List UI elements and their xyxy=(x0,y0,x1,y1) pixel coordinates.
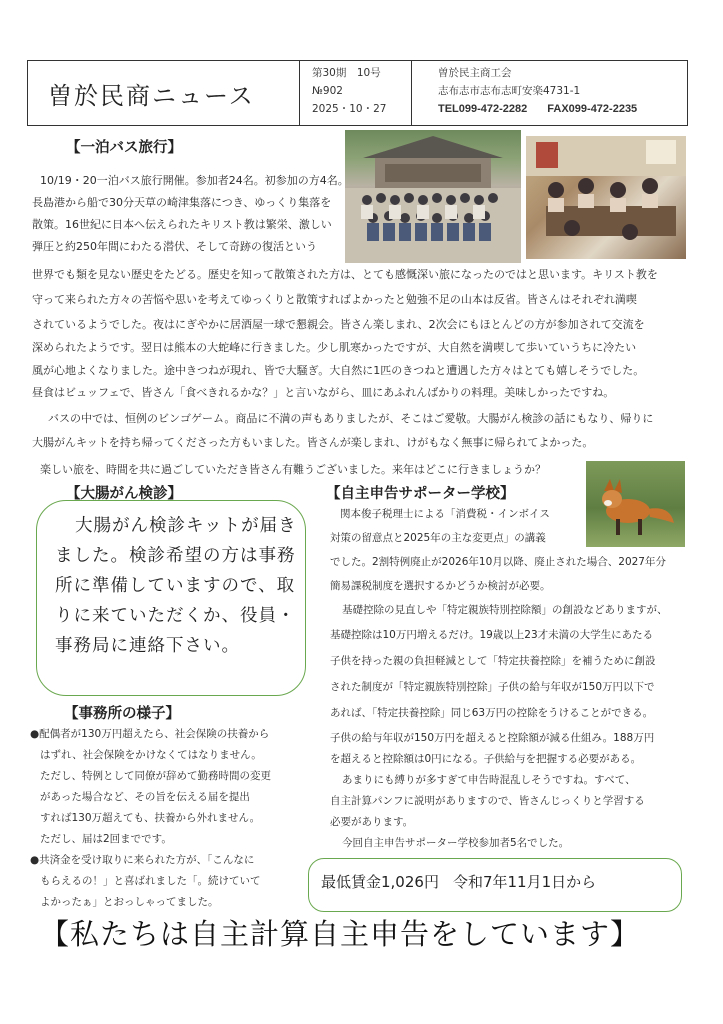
issue-date: 2025・10・27 xyxy=(312,103,387,115)
tax-line: を超えると控除額は0円になる。子供給与を把握する必要がある。 xyxy=(330,753,642,765)
cancer-line: 事務局に連絡下さい。 xyxy=(55,636,240,656)
wage-amount: 最低賃金1,026円 xyxy=(321,873,439,891)
trip-line: 大腸がんキットを持ち帰ってくださった方もいました。皆さんが楽しまれ、けがもなく無事に帰られてよかった。 xyxy=(32,436,594,449)
tax-line: 自主計算パンフに説明がありますので、皆さんじっくりと学習する xyxy=(330,795,645,807)
issue-number: №902 xyxy=(312,85,343,97)
tax-line: 子供の給与年収が150万円を超えると控除額が減る仕組み。188万円 xyxy=(330,732,655,744)
wage-effective-date: 令和7年11月1日から xyxy=(452,873,597,891)
tax-line: 基礎控除は10万円増えるだけ。19歳以上23才未満の大学生にあたる xyxy=(330,629,654,641)
office-line: があった場合など、その旨を伝える届を提出 xyxy=(40,791,250,803)
newsletter-title: 曽於民商ニュース xyxy=(28,61,300,125)
cancer-line: りに来ていただくか、役員・ xyxy=(55,606,296,626)
cancer-line: ました。検診希望の方は事務 xyxy=(55,546,296,566)
issue-info xyxy=(300,61,412,125)
trip-line: バスの中では、恒例のビンゴゲーム。商品に不満の声もありましたが、そこはご愛敬。大腸がん検診の話にもなり、帰りに xyxy=(48,412,654,425)
cancer-line: 大腸がん検診キットが届き xyxy=(75,516,297,536)
tax-line: 子供を持った親の負担軽減として「特定扶養控除」を補うために創設 xyxy=(330,655,656,667)
trip-line: 散策。16世紀に日本へ伝えられたキリスト教は繁栄、激しい xyxy=(32,218,332,231)
office-line: ただし、届は2回までです。 xyxy=(40,833,172,845)
trip-line: 昼食はビュッフェで、皆さん「食べきれるかな？」と言いながら、皿にあふれんばかりの料理。美味しかったですね。 xyxy=(32,386,615,399)
trip-line: 長島港から船で30分天草の崎津集落につき、ゆっくり集落を xyxy=(32,196,332,209)
trip-section-title: 【一泊バス旅行】 xyxy=(66,140,182,156)
trip-line: 風が心地よくなりました。途中きつねが現れ、皆で大騒ぎ。大自然に1匹のきつねと遭遇した方々はとても嬉しそうでした。 xyxy=(32,364,645,377)
office-line: すれば130万超えても、扶養から外れません。 xyxy=(40,812,261,824)
office-line: もらえるの！」と喜ばれました「。続けていて xyxy=(40,875,261,887)
office-line: ただし、特例として同僚が辞めて勤務時間の変更 xyxy=(40,770,271,782)
tax-line: でした。2割特例廃止が2026年10月以降、廃止された場合、2027年分 xyxy=(330,556,666,568)
tax-line: 必要があります。 xyxy=(330,816,414,828)
org-address: 志布志市志布志町安楽4731-1 xyxy=(438,85,581,97)
fox-photo xyxy=(586,461,685,547)
org-info xyxy=(412,61,687,125)
org-contact xyxy=(438,100,687,118)
tax-line: 対策の留意点と2025年の主な変更点」の講義 xyxy=(330,532,546,544)
office-line: ●共済金を受け取りに来られた方が、「こんなに xyxy=(30,854,255,866)
trip-line: されているようでした。夜はにぎやかに居酒屋一球で懇親会。皆さん楽しまれ、2次会にもほとんどの方が参加されて交流を xyxy=(32,318,645,331)
izakaya-party-picture xyxy=(526,136,686,259)
tax-line: された制度が「特定親族特別控除」子供の給与年収が150万円以下で xyxy=(330,681,655,693)
trip-line: 世界でも類を見ない歴史をたどる。歴史を知って散策された方は、とても感慨深い旅になったのではと思います。キリスト教を xyxy=(32,268,658,281)
footer-slogan: 【私たちは自主計算自主申告をしています】 xyxy=(40,917,641,951)
newsletter-header xyxy=(27,60,688,126)
trip-line: 楽しい旅を、時間を共に過ごしていただき皆さん有難うございました。来年はどこに行きましょうか？ xyxy=(40,463,546,476)
temple-group-picture xyxy=(345,130,521,263)
cancer-line: 所に準備していますので、取 xyxy=(55,576,296,596)
tax-line: 簡易課税制度を選択するかどうか検討が必要。 xyxy=(330,580,551,592)
tax-line: 関本俊子税理士による「消費税・インボイス xyxy=(340,508,550,520)
office-section-title: 【事務所の様子】 xyxy=(64,706,180,722)
fox-picture xyxy=(586,461,685,547)
tax-line: あまりにも縛りが多すぎて申告時混乱しそうですね。すべて、 xyxy=(342,774,636,786)
office-line: ●配偶者が130万円超えたら、社会保険の扶養から xyxy=(30,728,270,740)
tax-section-title: 【自主申告サポーター学校】 xyxy=(326,486,515,502)
minimum-wage-box xyxy=(308,858,682,912)
office-line: よかったぁ」とおっしゃってました。 xyxy=(40,896,219,908)
office-line: はずれ、社会保険をかけなくてはなりません。 xyxy=(40,749,262,761)
tax-line: あれば、「特定扶養控除」同じ63万円の控除をうけることができる。 xyxy=(330,707,654,719)
org-tel: TEL099-472-2282 xyxy=(438,103,528,115)
trip-line: 守って来られた方々の苦悩や思いを考えてゆっくりと散策すればよかったと勉強不足の山本は反省。皆さんはそれぞれ満喫 xyxy=(32,293,637,306)
trip-line: 10/19・20一泊バス旅行開催。参加者24名。初参加の方4名。 xyxy=(40,174,349,187)
trip-line: 弾圧と約250年間にわたる潜伏、そして奇跡の復活という xyxy=(32,240,317,253)
cancer-notice-box xyxy=(36,500,306,696)
cancer-section-title: 【大腸がん検診】 xyxy=(66,486,182,502)
tax-line: 今回自主申告サポーター学校参加者5名でした。 xyxy=(342,837,570,849)
party-photo xyxy=(526,136,686,259)
tax-line: 基礎控除の見直しや「特定親族特別控除額」の創設などありますが、 xyxy=(342,604,668,616)
issue-volume: 第30期 10号 xyxy=(312,67,381,79)
org-name: 曽於民主商工会 xyxy=(438,67,512,79)
group-photo xyxy=(345,130,521,263)
trip-line: 深められたようです。翌日は熊本の大蛇峰に行きました。少し肌寒かったですが、大自然を満喫して歩いていうちに冷たい xyxy=(32,341,637,354)
org-fax: FAX099-472-2235 xyxy=(547,103,638,115)
